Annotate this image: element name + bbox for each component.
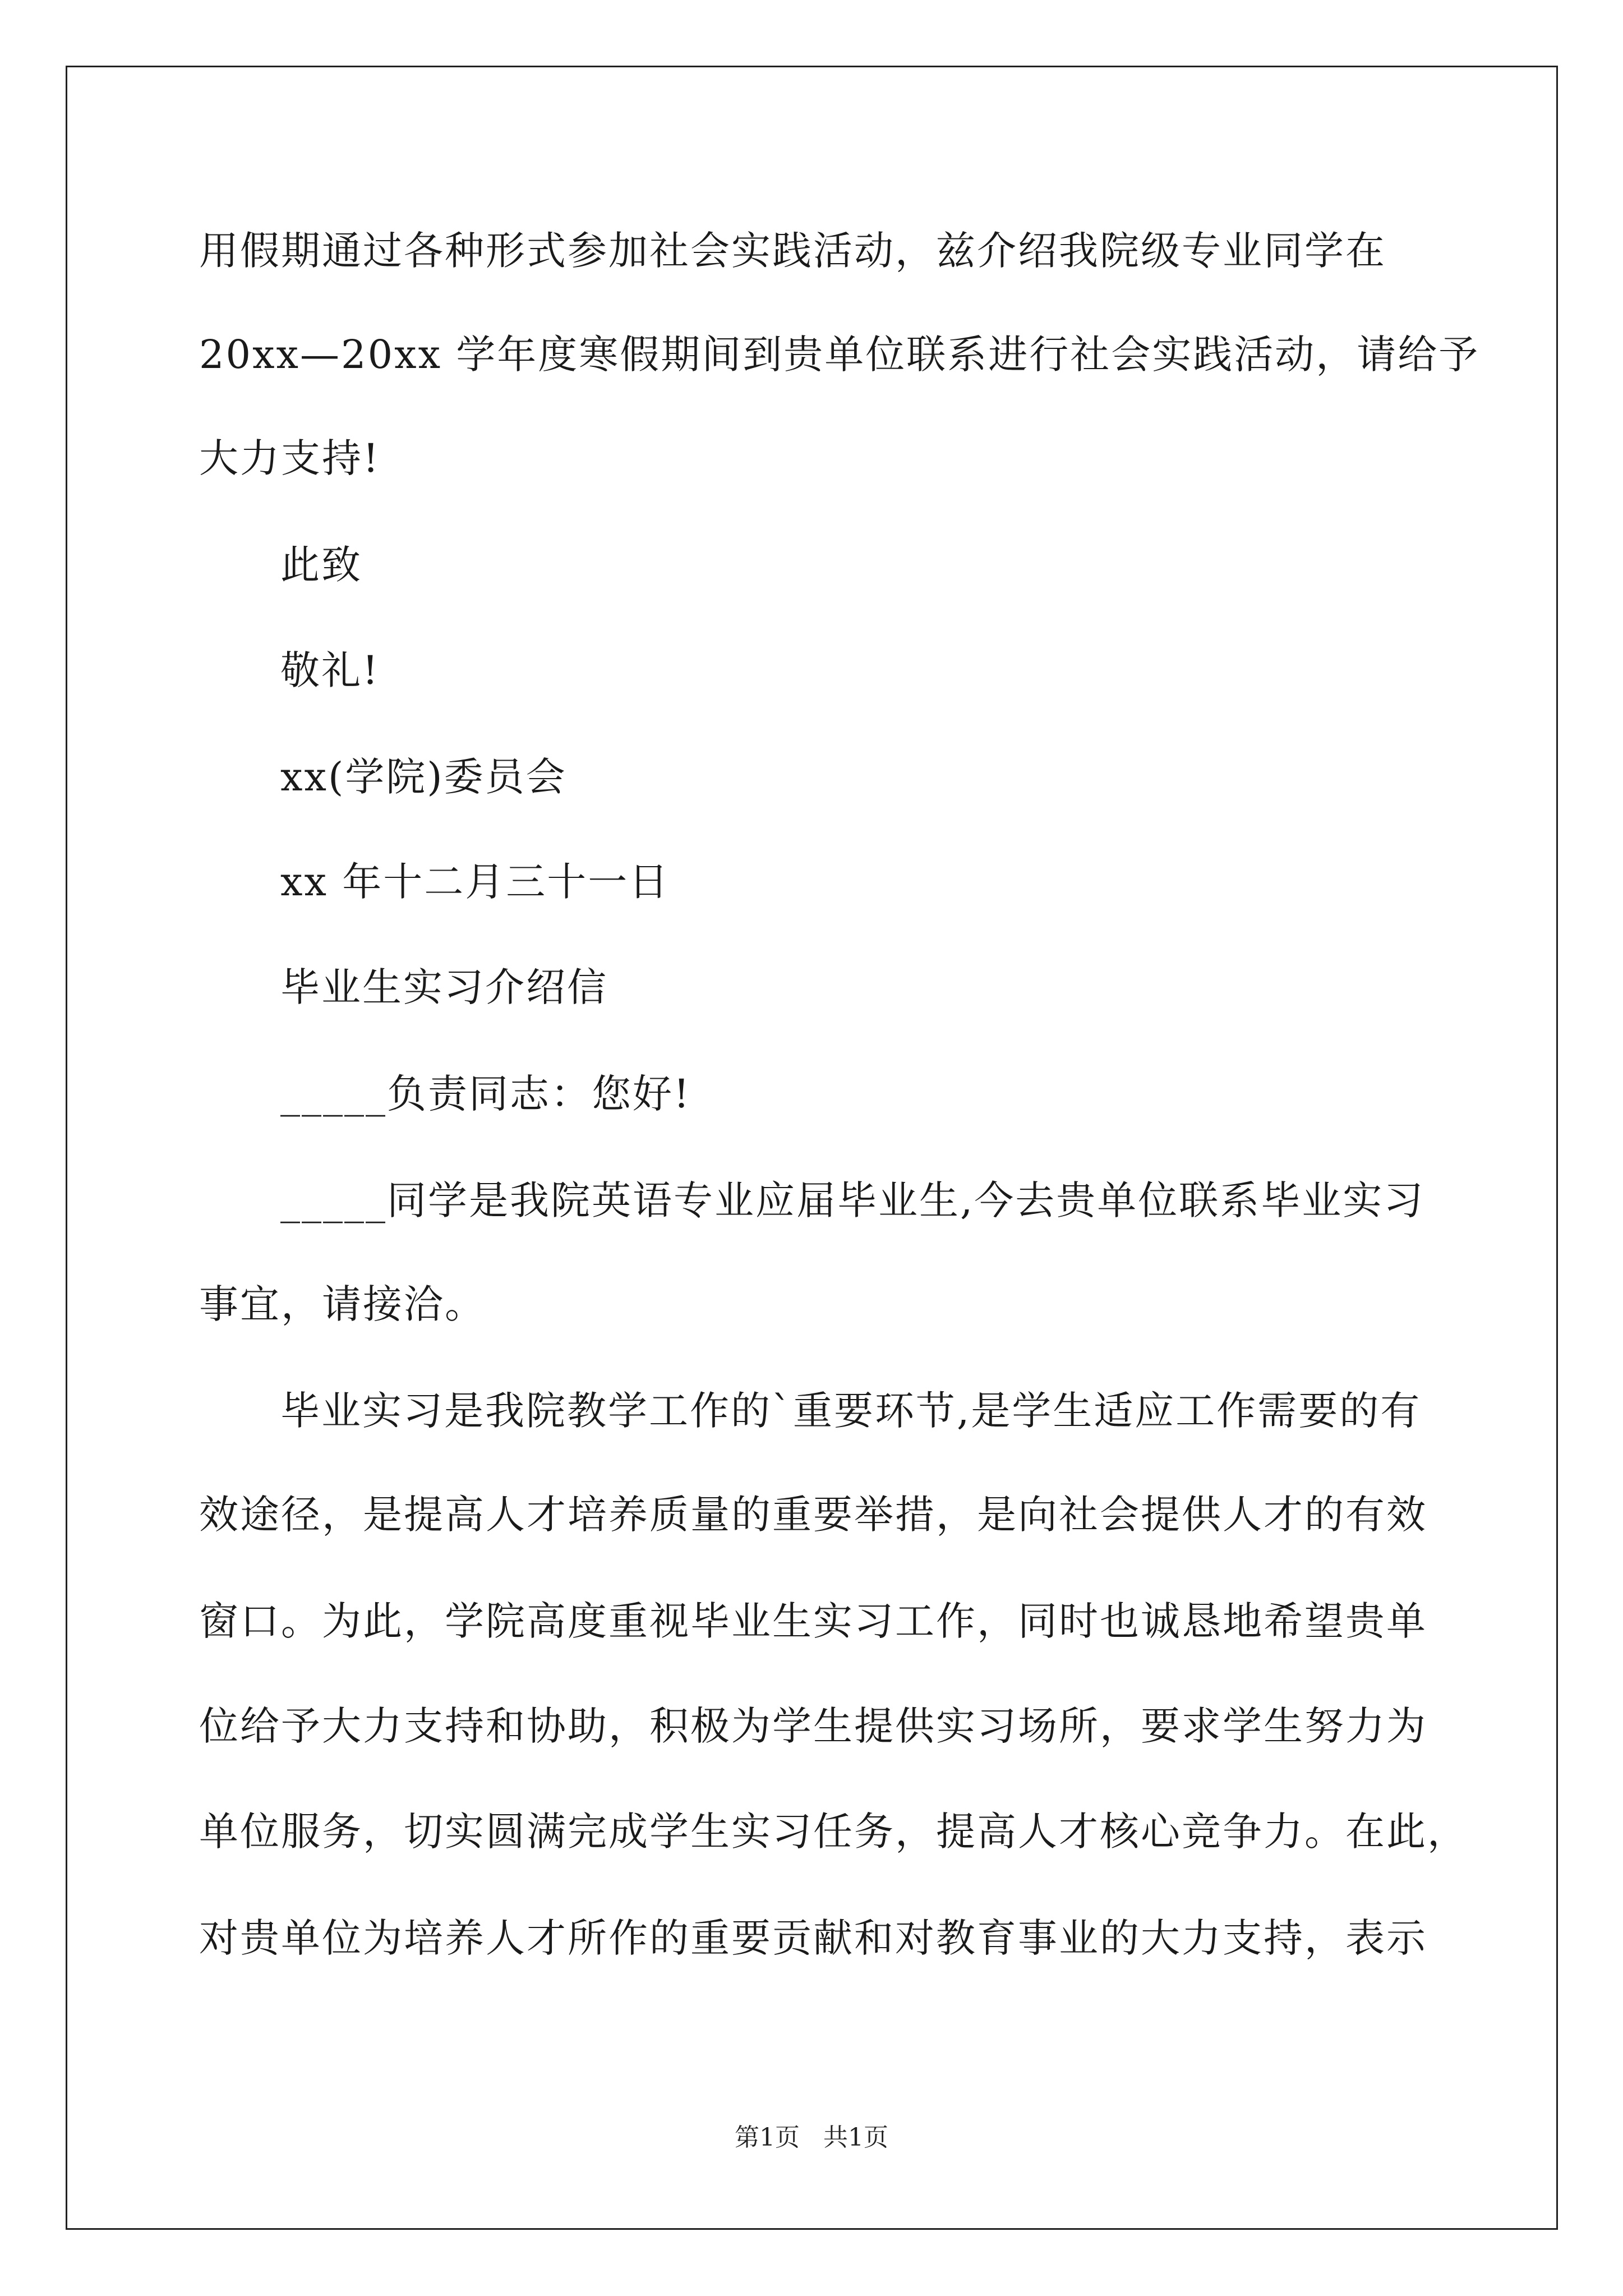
signature-date-line: xx 年十二月三十一日: [280, 859, 670, 905]
signature-org-line: xx(学院)委员会: [280, 754, 567, 800]
body-text-line-13: 效途径，是提高人才培养质量的重要举措，是向社会提供人才的有效: [199, 1492, 1427, 1538]
greeting-line: _____负责同志：您好!: [280, 1071, 691, 1117]
page-frame: [66, 66, 1558, 2230]
body-text-line-3: 大力支持!: [199, 435, 381, 481]
body-text-line-14: 窗口。为此，学院高度重视毕业生实习工作，同时也诚恳地希望贵单: [199, 1598, 1427, 1644]
body-text-line-2: 20xx—20xx 学年度寒假期间到贵单位联系进行社会实践活动，请给予: [199, 332, 1480, 378]
closing-line: 敬礼!: [280, 647, 380, 693]
body-text-line-10: _____同学是我院英语专业应届毕业生,今去贵单位联系毕业实习: [280, 1177, 1425, 1223]
body-text-line-17: 对贵单位为培养人才所作的重要贡献和对教育事业的大力支持，表示: [199, 1915, 1427, 1961]
body-text-line-11: 事宜，请接洽。: [199, 1281, 486, 1327]
body-text-line-15: 位给予大力支持和协助，积极为学生提供实习场所，要求学生努力为: [199, 1703, 1427, 1749]
body-text-line-1: 用假期通过各种形式参加社会实践活动，兹介绍我院级专业同学在: [199, 228, 1386, 274]
body-text-line-12: 毕业实习是我院教学工作的`重要环节,是学生适应工作需要的有: [280, 1388, 1422, 1434]
section-heading: 毕业生实习介绍信: [280, 964, 608, 1010]
page-footer: 第1页 共1页: [735, 2123, 888, 2152]
salutation-line: 此致: [280, 542, 362, 588]
body-text-line-16: 单位服务，切实圆满完成学生实习任务，提高人才核心竞争力。在此，: [199, 1809, 1468, 1855]
